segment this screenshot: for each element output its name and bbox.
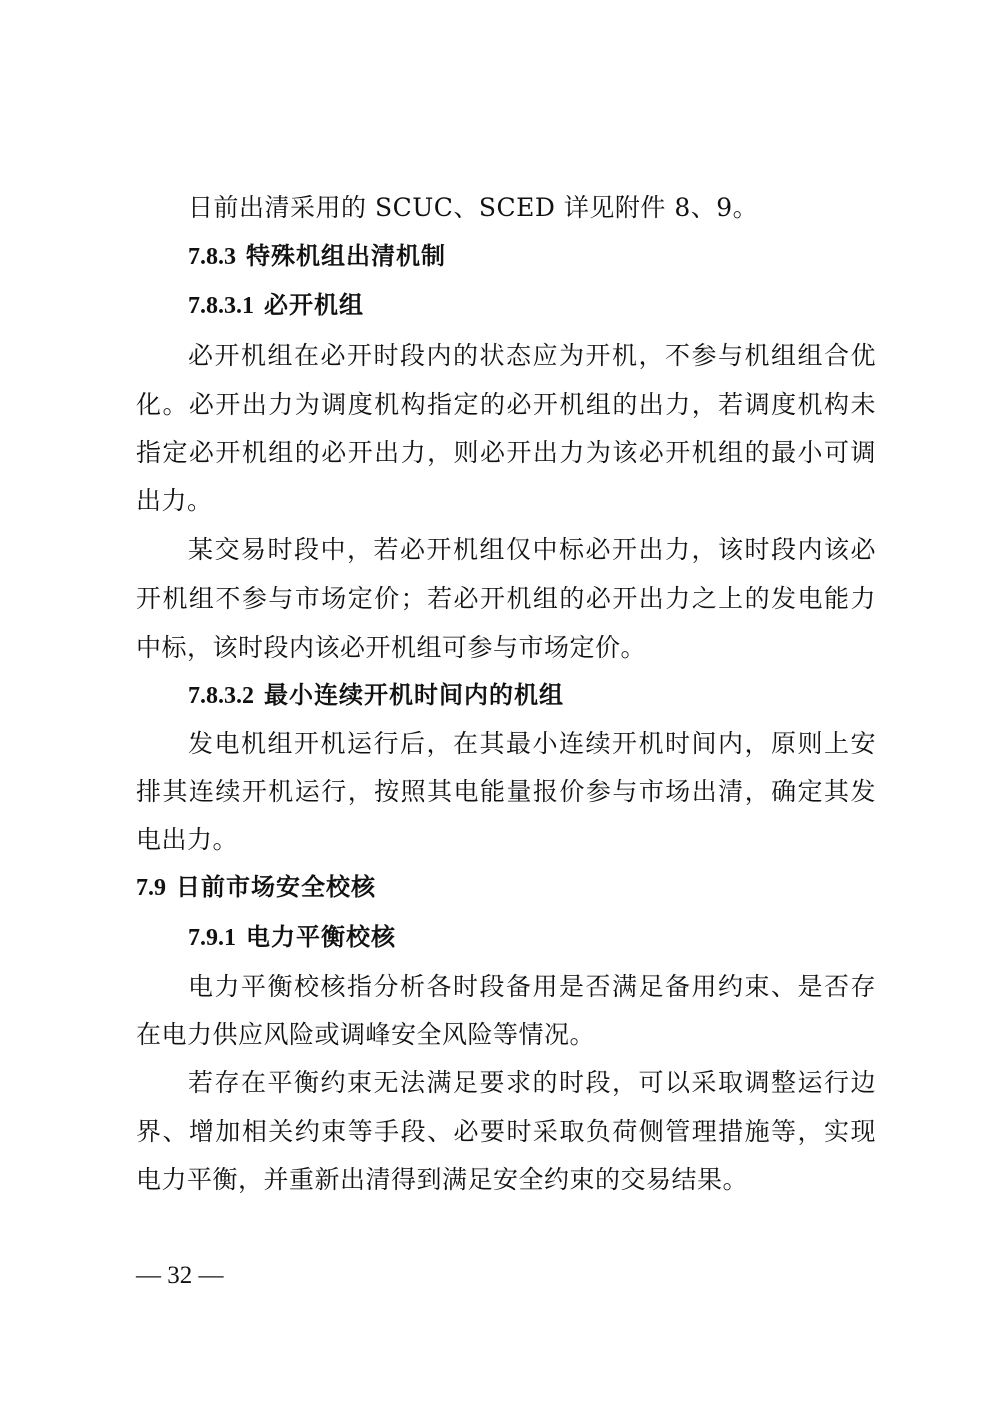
paragraph-line: 中标，该时段内该必开机组可参与市场定价。 bbox=[136, 633, 647, 662]
heading-title: 电力平衡校核 bbox=[246, 923, 396, 951]
heading-title: 必开机组 bbox=[264, 291, 364, 319]
paragraph-line: 日前出清采用的 SCUC、SCED 详见附件 8、9。 bbox=[188, 193, 759, 222]
section-heading-7-8-3 bbox=[188, 234, 876, 278]
section-heading-7-8-3-1 bbox=[188, 283, 876, 327]
heading-number: 7.8.3.1 bbox=[188, 293, 254, 319]
paragraph-line: 电出力。 bbox=[136, 825, 239, 854]
paragraph-line: 开机组不参与市场定价；若必开机组的必开出力之上的发电能力 bbox=[136, 584, 876, 613]
paragraph-line: 排其连续开机运行，按照其电能量报价参与市场出清，确定其发 bbox=[136, 777, 876, 806]
paragraph-line: 某交易时段中，若必开机组仅中标必开出力，该时段内该必 bbox=[188, 535, 876, 564]
paragraph-line: 界、增加相关约束等手段、必要时采取负荷侧管理措施等，实现 bbox=[136, 1117, 876, 1146]
paragraph-line: 指定必开机组的必开出力，则必开出力为该必开机组的最小可调 bbox=[136, 438, 876, 467]
heading-number: 7.9.1 bbox=[188, 925, 236, 951]
heading-number: 7.9 bbox=[136, 875, 166, 901]
section-heading-7-9 bbox=[136, 865, 876, 909]
heading-title: 特殊机组出清机制 bbox=[246, 242, 446, 270]
paragraph-line: 必开机组在必开时段内的状态应为开机，不参与机组组合优 bbox=[188, 341, 876, 370]
heading-title: 最小连续开机时间内的机组 bbox=[264, 681, 564, 709]
section-heading-7-8-3-2 bbox=[188, 673, 876, 717]
section-heading-7-9-1 bbox=[188, 915, 876, 959]
paragraph-line: 电力平衡，并重新出清得到满足安全约束的交易结果。 bbox=[136, 1165, 749, 1194]
page-number: — 32 — bbox=[136, 1262, 224, 1289]
paragraph-line: 发电机组开机运行后，在其最小连续开机时间内，原则上安 bbox=[188, 729, 876, 758]
heading-number: 7.8.3.2 bbox=[188, 683, 254, 709]
paragraph-line: 在电力供应风险或调峰安全风险等情况。 bbox=[136, 1020, 596, 1049]
heading-title: 日前市场安全校核 bbox=[176, 873, 376, 901]
paragraph-line: 化。必开出力为调度机构指定的必开机组的出力，若调度机构未 bbox=[136, 390, 876, 419]
heading-number: 7.8.3 bbox=[188, 244, 236, 270]
paragraph-line: 若存在平衡约束无法满足要求的时段，可以采取调整运行边 bbox=[188, 1068, 876, 1097]
paragraph-line: 电力平衡校核指分析各时段备用是否满足备用约束、是否存 bbox=[188, 972, 876, 1001]
paragraph-line: 出力。 bbox=[136, 486, 213, 515]
